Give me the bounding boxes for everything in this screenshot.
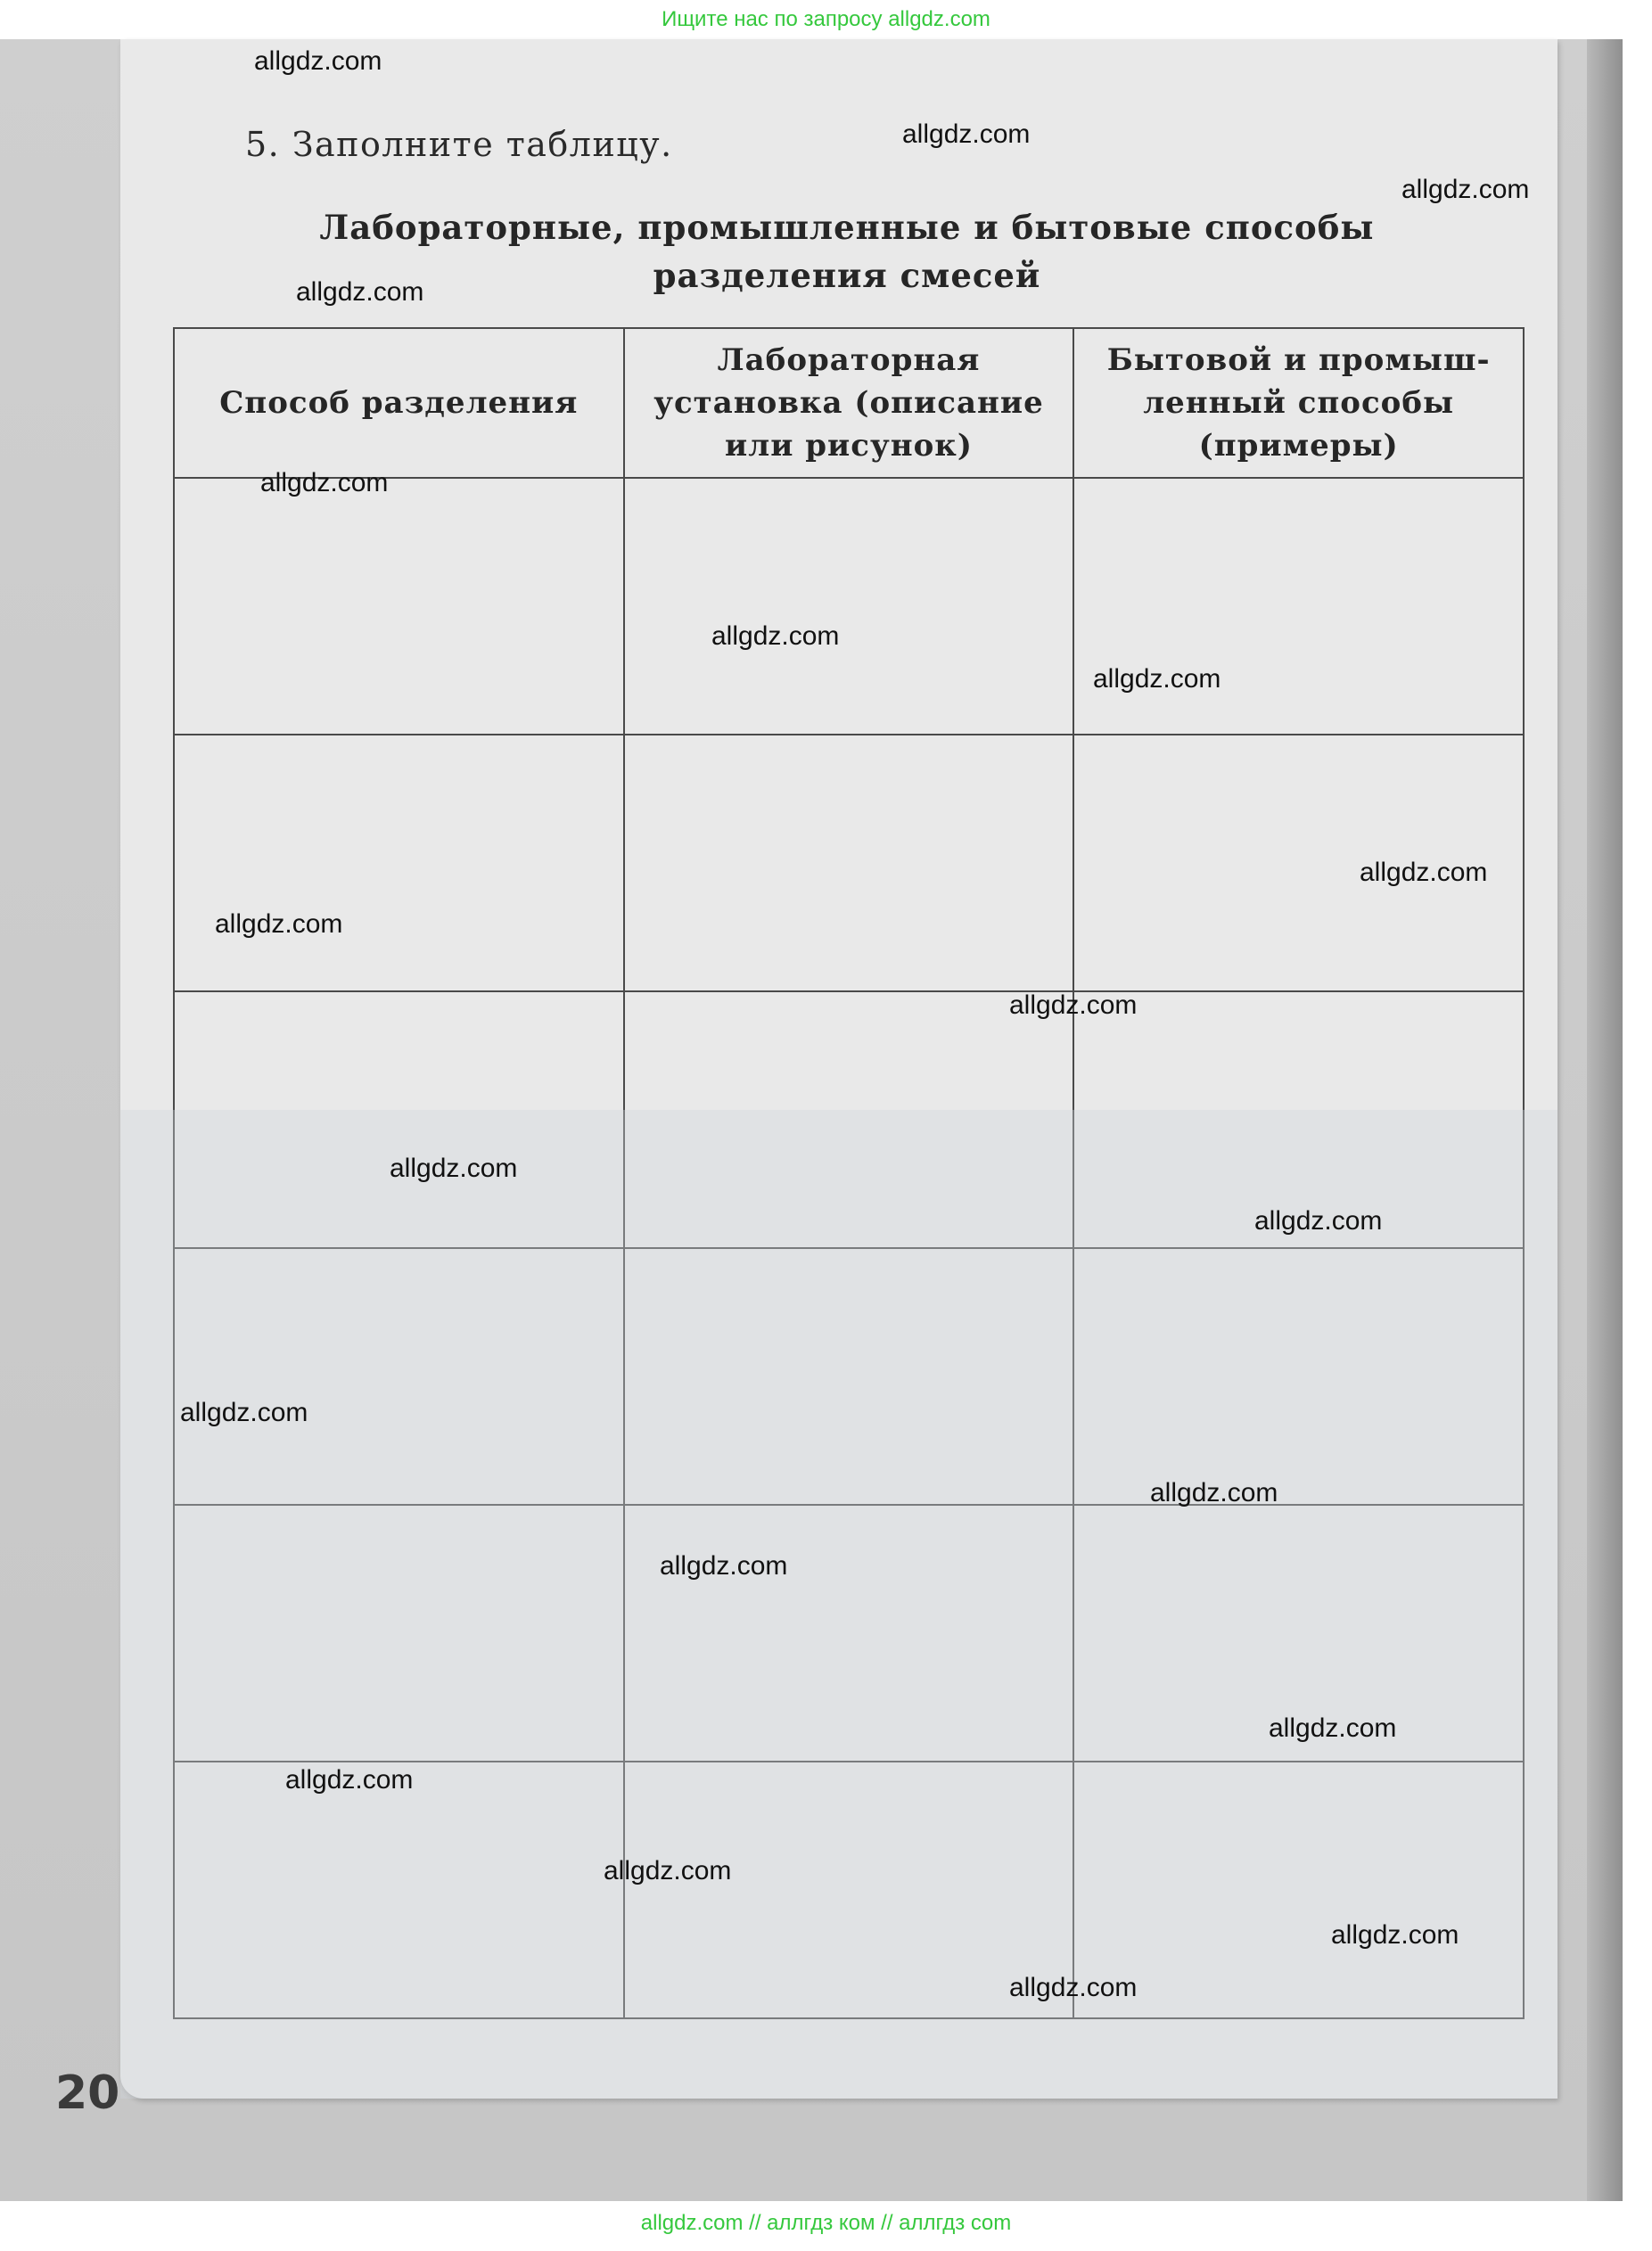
scan-edge <box>1587 39 1623 2201</box>
header-line: (примеры) <box>1198 428 1399 464</box>
watermark: allgdz.com <box>660 1551 788 1581</box>
watermark: allgdz.com <box>1401 175 1530 204</box>
watermark: allgdz.com <box>1009 990 1138 1020</box>
table-title <box>294 203 1400 300</box>
watermark: allgdz.com <box>296 277 424 307</box>
watermark: allgdz.com <box>902 119 1031 149</box>
table-cell[interactable] <box>1073 1248 1524 1505</box>
task-instruction: 5. Заполните таблицу. <box>245 125 673 164</box>
watermark: allgdz.com <box>711 621 840 651</box>
watermark: allgdz.com <box>1331 1920 1459 1950</box>
table-row <box>174 1248 1524 1505</box>
table-cell[interactable] <box>624 735 1074 991</box>
table-cell[interactable] <box>174 1505 624 1762</box>
table-cell[interactable] <box>624 1762 1074 2018</box>
table-cell[interactable] <box>1073 1762 1524 2018</box>
table-cell[interactable] <box>624 991 1074 1248</box>
watermark: allgdz.com <box>1254 1206 1383 1236</box>
table-title-line-1: Лабораторные, промышленные и бытовые способы <box>319 208 1375 247</box>
watermark: allgdz.com <box>1150 1478 1278 1508</box>
table-row <box>174 478 1524 735</box>
table-row <box>174 735 1524 991</box>
footer-links[interactable]: allgdz.com // аллгдз ком // аллгдз com <box>640 2211 1012 2235</box>
header-household-industrial <box>1073 328 1524 478</box>
table-cell[interactable] <box>1073 478 1524 735</box>
page-number: 20 <box>55 2066 120 2120</box>
watermark: allgdz.com <box>1093 664 1221 694</box>
table-title-line-2: разделения смесей <box>653 256 1041 295</box>
table-cell[interactable] <box>174 1762 624 2018</box>
watermark: allgdz.com <box>180 1398 308 1427</box>
header-line: Бытовой и промыш- <box>1106 342 1491 378</box>
table-cell[interactable] <box>174 1248 624 1505</box>
watermark: allgdz.com <box>285 1765 414 1795</box>
top-banner: Ищите нас по запросу allgdz.com <box>662 7 990 31</box>
table-header-row <box>174 328 1524 478</box>
header-line: Способ разделения <box>219 385 579 421</box>
header-line: Лабораторная <box>717 342 981 378</box>
table-cell[interactable] <box>624 1248 1074 1505</box>
table-cell[interactable] <box>174 991 624 1248</box>
table-cell[interactable] <box>624 478 1074 735</box>
watermark: allgdz.com <box>604 1856 732 1885</box>
header-line: установка (описание <box>653 385 1044 421</box>
table-cell[interactable] <box>624 1505 1074 1762</box>
watermark: allgdz.com <box>1360 858 1488 887</box>
header-line: или рисунок) <box>725 428 973 464</box>
header-lab-setup <box>624 328 1074 478</box>
watermark: allgdz.com <box>390 1154 518 1183</box>
watermark: allgdz.com <box>215 909 343 939</box>
watermark: allgdz.com <box>1009 1973 1138 2002</box>
watermark: allgdz.com <box>254 46 382 76</box>
watermark: allgdz.com <box>1269 1713 1397 1743</box>
watermark: allgdz.com <box>260 468 389 497</box>
table-cell[interactable] <box>174 478 624 735</box>
header-line: ленный способы <box>1143 385 1455 421</box>
table-cell[interactable] <box>174 735 624 991</box>
table-row <box>174 1762 1524 2018</box>
header-separation-method <box>174 328 624 478</box>
